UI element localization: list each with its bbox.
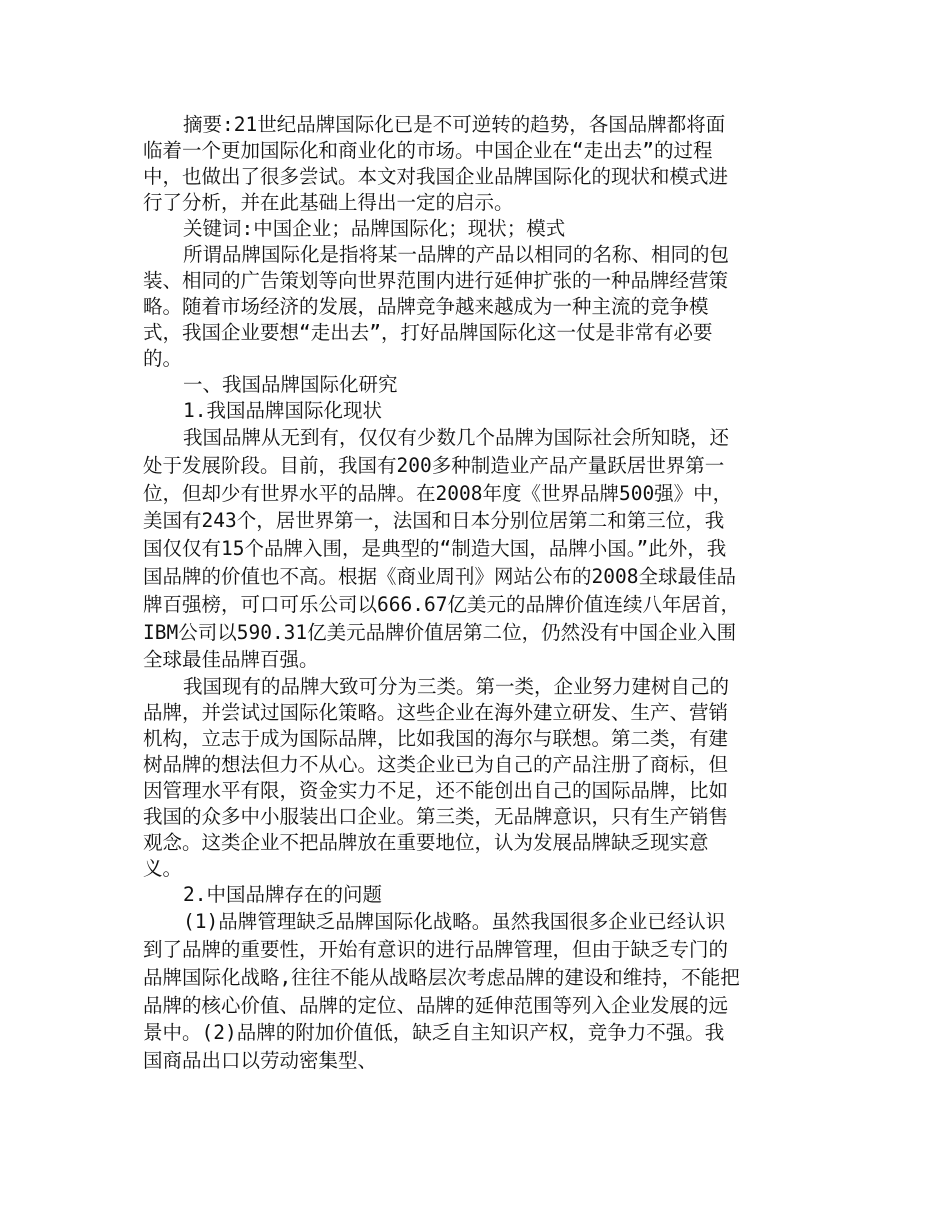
body-paragraph: 我国品牌从无到有，仅仅有少数几个品牌为国际社会所知晓，还处于发展阶段。目前，我国有200多种制造业产品产量跃居世界第一位，但却少有世界水平的品牌。在2008年度《世界品牌500强》中，美国有243个，居世界第一，法国和日本分别位居第二和第三位，我国仅仅有15个品牌入围，是典型的“制造大国，品牌小国。”此外，我国品牌的价值也不高。根据《商业周刊》网站公布的2008全球最佳品牌百强榜，可口可乐公司以666.67亿美元的品牌价值连续八年居首，IBM公司以590.31亿美元品牌价值居第二位，仍然没有中国企业入围全球最佳品牌百强。 [143,426,740,672]
body-paragraph: (1)品牌管理缺乏品牌国际化战略。虽然我国很多企业已经认识到了品牌的重要性，开始有意识的进行品牌管理，但由于缺乏专门的品牌国际化战略,往往不能从战略层次考虑品牌的建设和维持，不能把品牌的核心价值、品牌的定位、品牌的延伸范围等列入企业发展的远景中。(2)品牌的附加价值低，缺乏自主知识产权，竞争力不强。我国商品出口以劳动密集型、 [143,910,740,1073]
subsection-heading: 2.中国品牌存在的问题 [183,883,382,907]
abstract-paragraph: 摘要:21世纪品牌国际化已是不可逆转的趋势，各国品牌都将面临着一个更加国际化和商业化的市场。中国企业在“走出去”的过程中，也做出了很多尝试。本文对我国企业品牌国际化的现状和模式进行了分析，并在此基础上得出一定的启示。 [143,113,729,214]
subsection-heading: 1.我国品牌国际化现状 [183,399,382,422]
section-heading: 一、我国品牌国际化研究 [183,373,398,396]
document-page [143,112,743,1075]
body-paragraph: 我国现有的品牌大致可分为三类。第一类，企业努力建树自己的品牌，并尝试过国际化策略。这些企业在海外建立研发、生产、营销机构，立志于成为国际品牌，比如我国的海尔与联想。第二类，有建树品牌的想法但力不从心。这类企业已为自己的产品注册了商标，但因管理水平有限，资金实力不足，还不能创出自己的国际品牌，比如我国的众多中小服装出口企业。第三类，无品牌意识，只有生产销售观念。这类企业不把品牌放在重要地位，认为发展品牌缺乏现实意义。 [143,675,730,881]
intro-paragraph: 所谓品牌国际化是指将某一品牌的产品以相同的名称、相同的包装、相同的广告策划等向世界范围内进行延伸扩张的一种品牌经营策略。随着市场经济的发展，品牌竞争越来越成为一种主流的竞争模式，我国企业要想“走出去”，打好品牌国际化这一仗是非常有必要的。 [143,243,730,370]
keywords-line: 关键词:中国企业；品牌国际化；现状；模式 [183,217,566,240]
